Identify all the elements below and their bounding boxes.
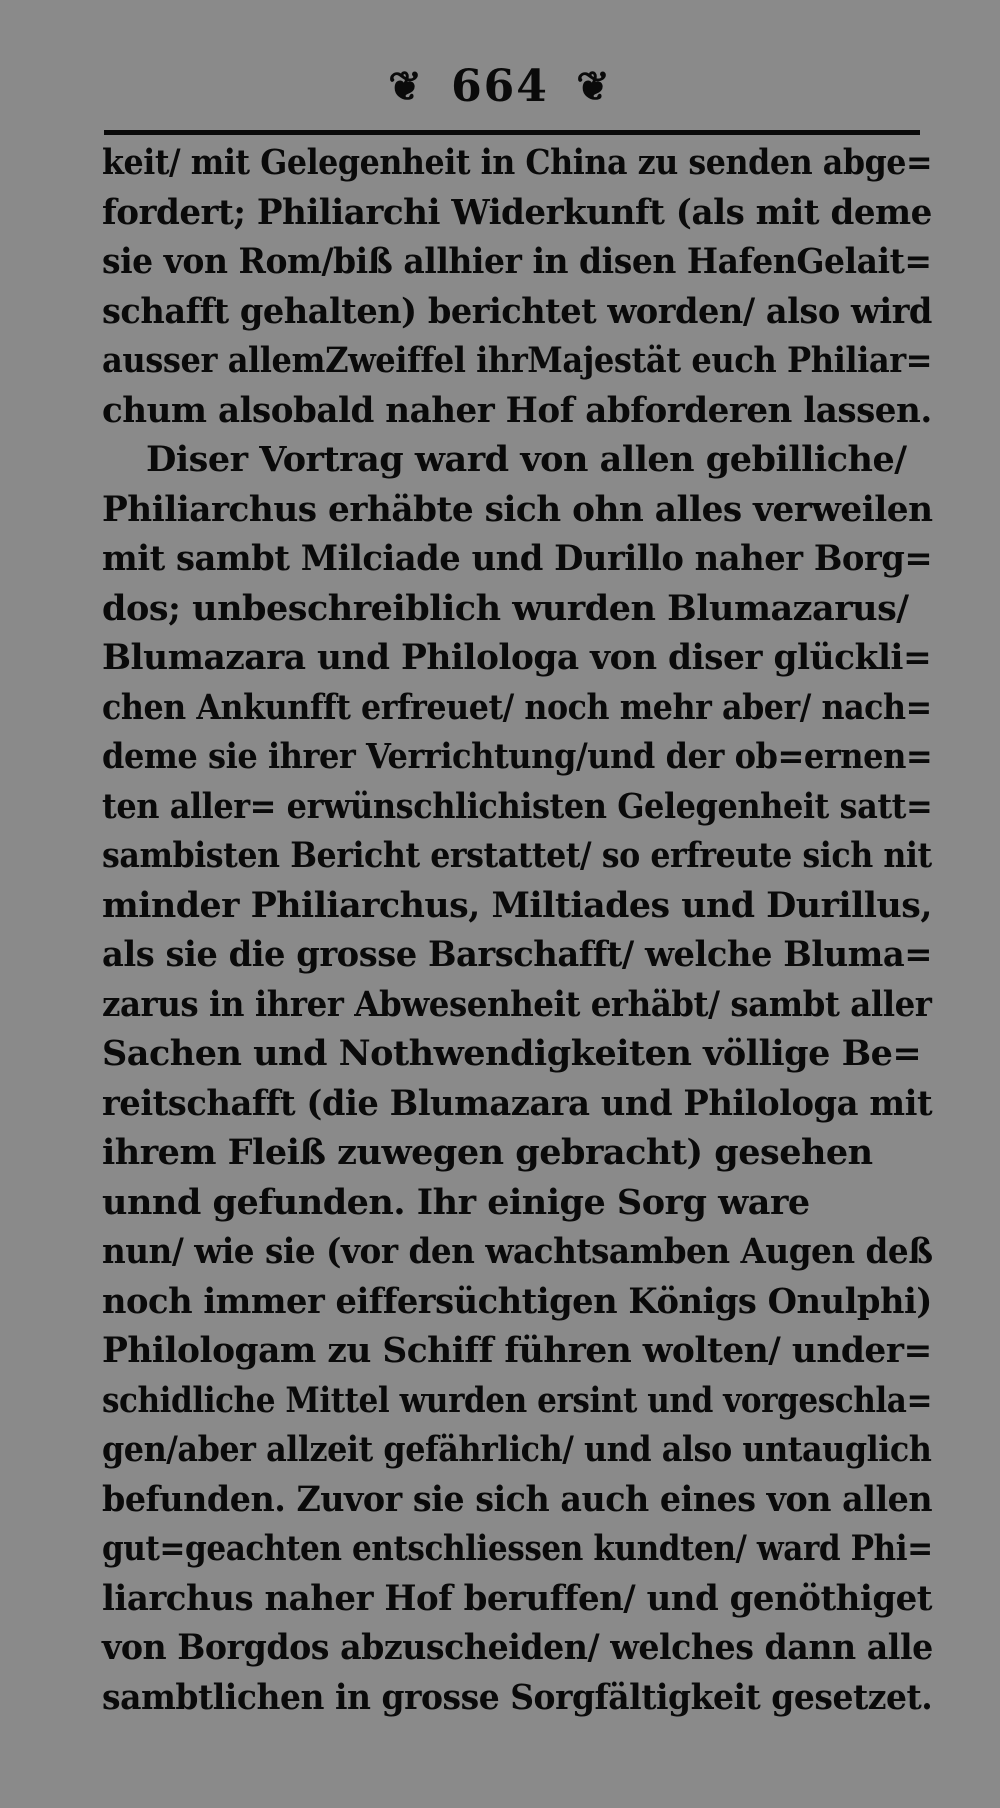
text-line: zarus in ihrer Abwesenheit erhäbt/ sambt aller xyxy=(102,983,932,1025)
text-line: ten aller= erwünschlichisten Gelegenheit satt= xyxy=(102,785,933,827)
text-line: Blumazara und Philologa von diser glückli= xyxy=(102,637,932,678)
text-line: fordert; Philiarchi Widerkunft (als mit deme xyxy=(102,191,932,233)
text-line: Diser Vortrag ward von allen gebilliche/ xyxy=(146,439,907,480)
ornament-left-icon: ❦ xyxy=(388,63,424,110)
text-line: minder Philiarchus, Miltiades und Durillus, xyxy=(102,884,932,926)
body-text xyxy=(102,138,932,1722)
text-line: befunden. Zuvor sie sich auch eines von allen xyxy=(102,1478,933,1520)
text-line: reitschafft (die Blumazara und Philologa mit xyxy=(102,1082,933,1124)
text-line: noch immer eiffersüchtigen Königs Onulphi) xyxy=(102,1280,932,1322)
text-line: schidliche Mittel wurden ersint und vorgeschla= xyxy=(102,1379,933,1421)
text-line: Sachen und Nothwendigkeiten völlige Be= xyxy=(102,1033,922,1074)
text-line: gen/aber allzeit gefährlich/ und also untauglich xyxy=(102,1429,932,1470)
text-line: Philologam zu Schiff führen wolten/ under= xyxy=(102,1330,932,1371)
text-line: liarchus naher Hof beruffen/ und genöthiget xyxy=(102,1577,932,1619)
text-line: keit/ mit Gelegenheit in China zu senden abge= xyxy=(102,142,933,183)
page-header xyxy=(0,58,1000,112)
text-line: unnd gefunden. Ihr einige Sorg ware xyxy=(102,1181,810,1223)
text-line: schafft gehalten) berichtet worden/ also wird xyxy=(102,290,932,332)
text-line: chum alsobald naher Hof abforderen lassen. xyxy=(102,389,932,431)
text-line: mit sambt Milciade und Durillo naher Borg= xyxy=(102,538,933,579)
text-line: Philiarchus erhäbte sich ohn alles verweilen xyxy=(102,488,933,530)
text-line: sambtlichen in grosse Sorgfältigkeit gesetzet. xyxy=(102,1676,933,1718)
text-line: ihrem Fleiß zuwegen gebracht) gesehen xyxy=(102,1132,873,1173)
text-line: sambisten Bericht erstattet/ so erfreute sich nit xyxy=(102,835,932,876)
header-rule xyxy=(104,130,920,135)
text-line: deme sie ihrer Verrichtung/und der ob=ernen= xyxy=(102,736,933,777)
text-line: als sie die grosse Barschafft/ welche Bluma= xyxy=(102,934,933,975)
text-line: nun/ wie sie (vor den wachtsamben Augen deß xyxy=(102,1231,933,1272)
ornament-right-icon: ❦ xyxy=(576,63,612,110)
text-line: gut=geachten entschliessen kundten/ ward Phi= xyxy=(102,1528,933,1569)
text-line: sie von Rom/biß allhier in disen HafenGelait= xyxy=(102,241,932,282)
text-line: ausser allemZweiffel ihrMajestät euch Philiar= xyxy=(102,340,933,381)
text-line: von Borgdos abzuscheiden/ welches dann alle xyxy=(102,1627,933,1668)
page-number: 664 xyxy=(451,61,549,112)
text-line: chen Ankunfft erfreuet/ noch mehr aber/ nach= xyxy=(102,686,932,728)
text-line: dos; unbeschreiblich wurden Blumazarus/ xyxy=(102,587,909,629)
